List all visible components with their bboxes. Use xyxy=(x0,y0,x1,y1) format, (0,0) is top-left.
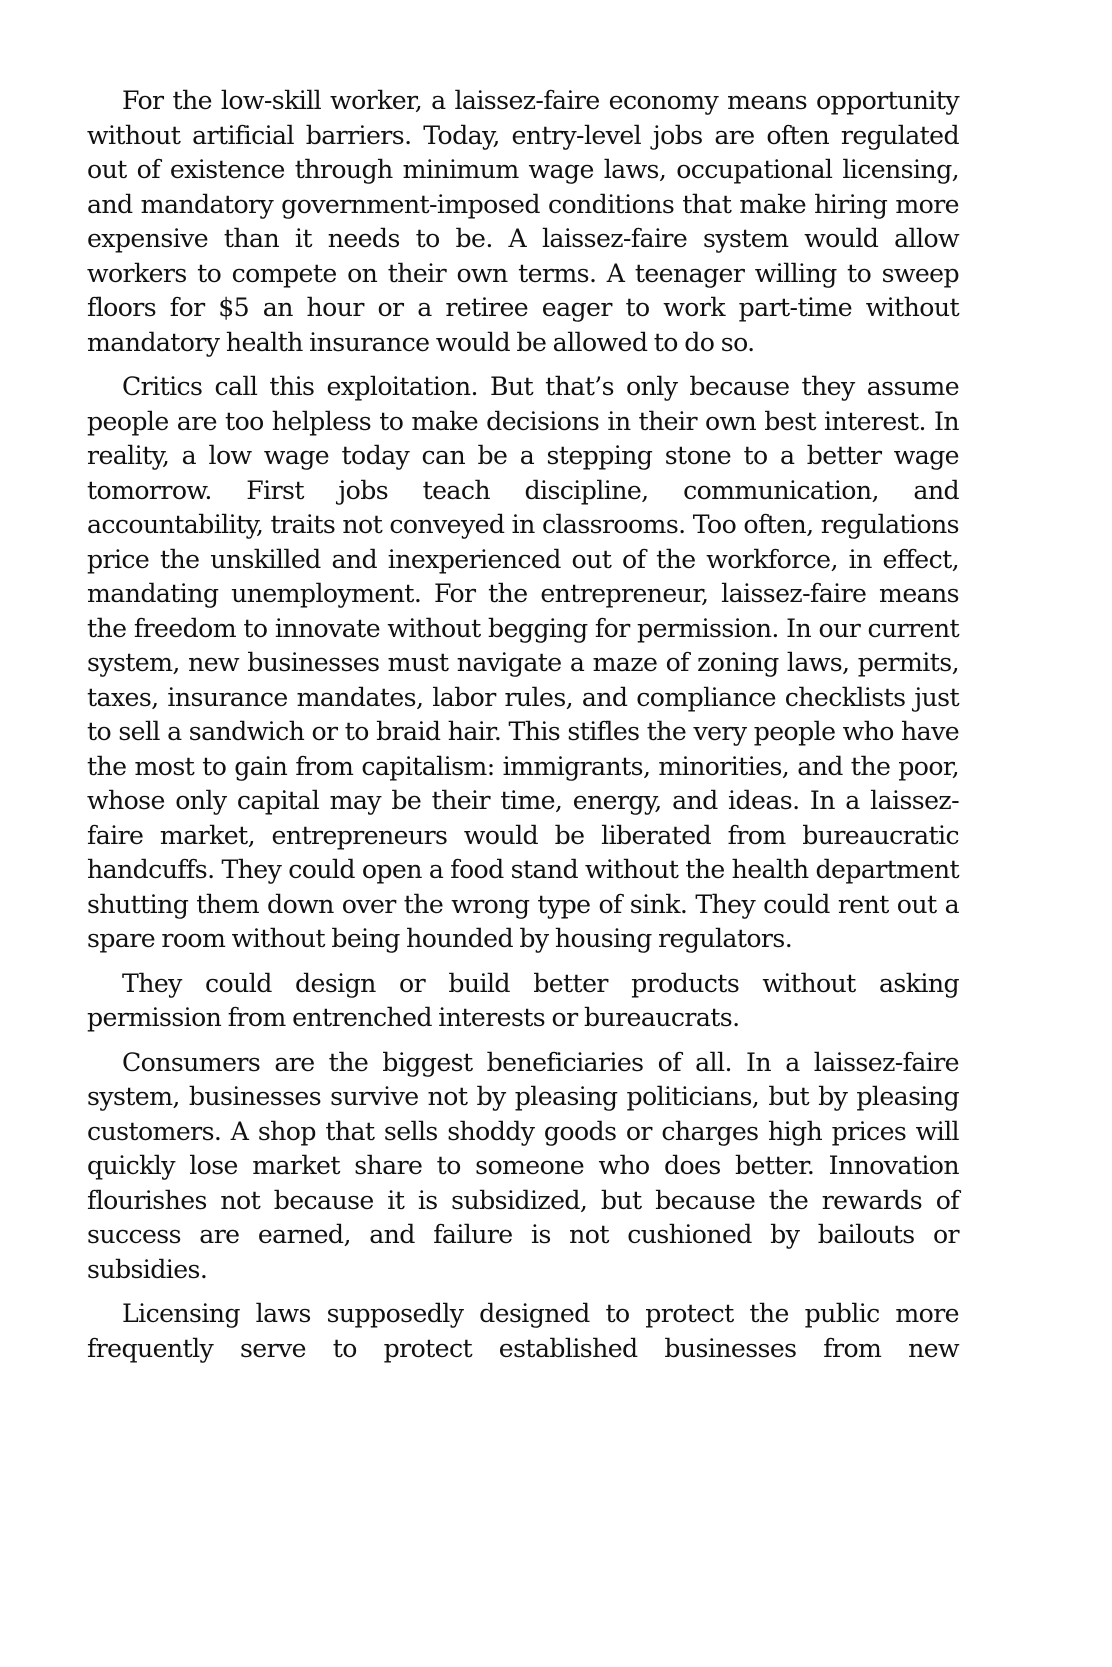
paragraph-critics: Critics call this exploitation. But that’s only because they assume people are too helpless to make decisions in their own best interest. In reality, a low wage today can be a stepping stone to a better wage tomorrow. First jobs teach discipline, communication, and accountability, traits not conveyed in classrooms. Too often, regulations price the unskilled and inexperienced out of the workforce, in effect, mandating unemployment. For the entrepreneur, laissez-faire means the freedom to innovate without begging for permission. In our current system, new businesses must navigate a maze of zoning laws, permits, taxes, insurance mandates, labor rules, and compliance checklists just to sell a sandwich or to braid hair. This stifles the very people who have the most to gain from capitalism: immigrants, minorities, and the poor, whose only capital may be their time, energy, and ideas. In a laissez-faire market, entrepreneurs would be liberated from bureaucratic handcuffs. They could open a food stand without the health department shutting them down over the wrong type of sink. They could rent out a spare room without being hounded by housing regulators. xyxy=(87,372,959,953)
paragraph-low-skill-worker: For the low-skill worker, a laissez-faire economy means opportunity without artificial barriers. Today, entry-level jobs are often regulated out of existence through minimum wage laws, occupational licensing, and mandatory government-imposed conditions that make hiring more expensive than it needs to be. A laissez-faire system would allow workers to compete on their own terms. A teenager willing to sweep floors for $5 an hour or a retiree eager to work part-time without mandatory health insurance would be allowed to do so. xyxy=(87,86,959,357)
document-page xyxy=(87,84,959,1376)
paragraph-consumers: Consumers are the biggest beneficiaries of all. In a laissez-faire system, businesses survive not by pleasing politicians, but by pleasing customers. A shop that sells shoddy goods or charges high prices will quickly lose market share to someone who does better. Innovation flourishes not because it is subsidized, but because the rewards of success are earned, and failure is not cushioned by bailouts or subsidies. xyxy=(87,1047,959,1284)
paragraph-design-products: They could design or build better products without asking permission from entrenched interests or bureaucrats. xyxy=(87,968,959,1032)
paragraph-licensing-laws: Licensing laws supposedly designed to protect the public more frequently serve to protect established businesses from new xyxy=(87,1299,959,1363)
